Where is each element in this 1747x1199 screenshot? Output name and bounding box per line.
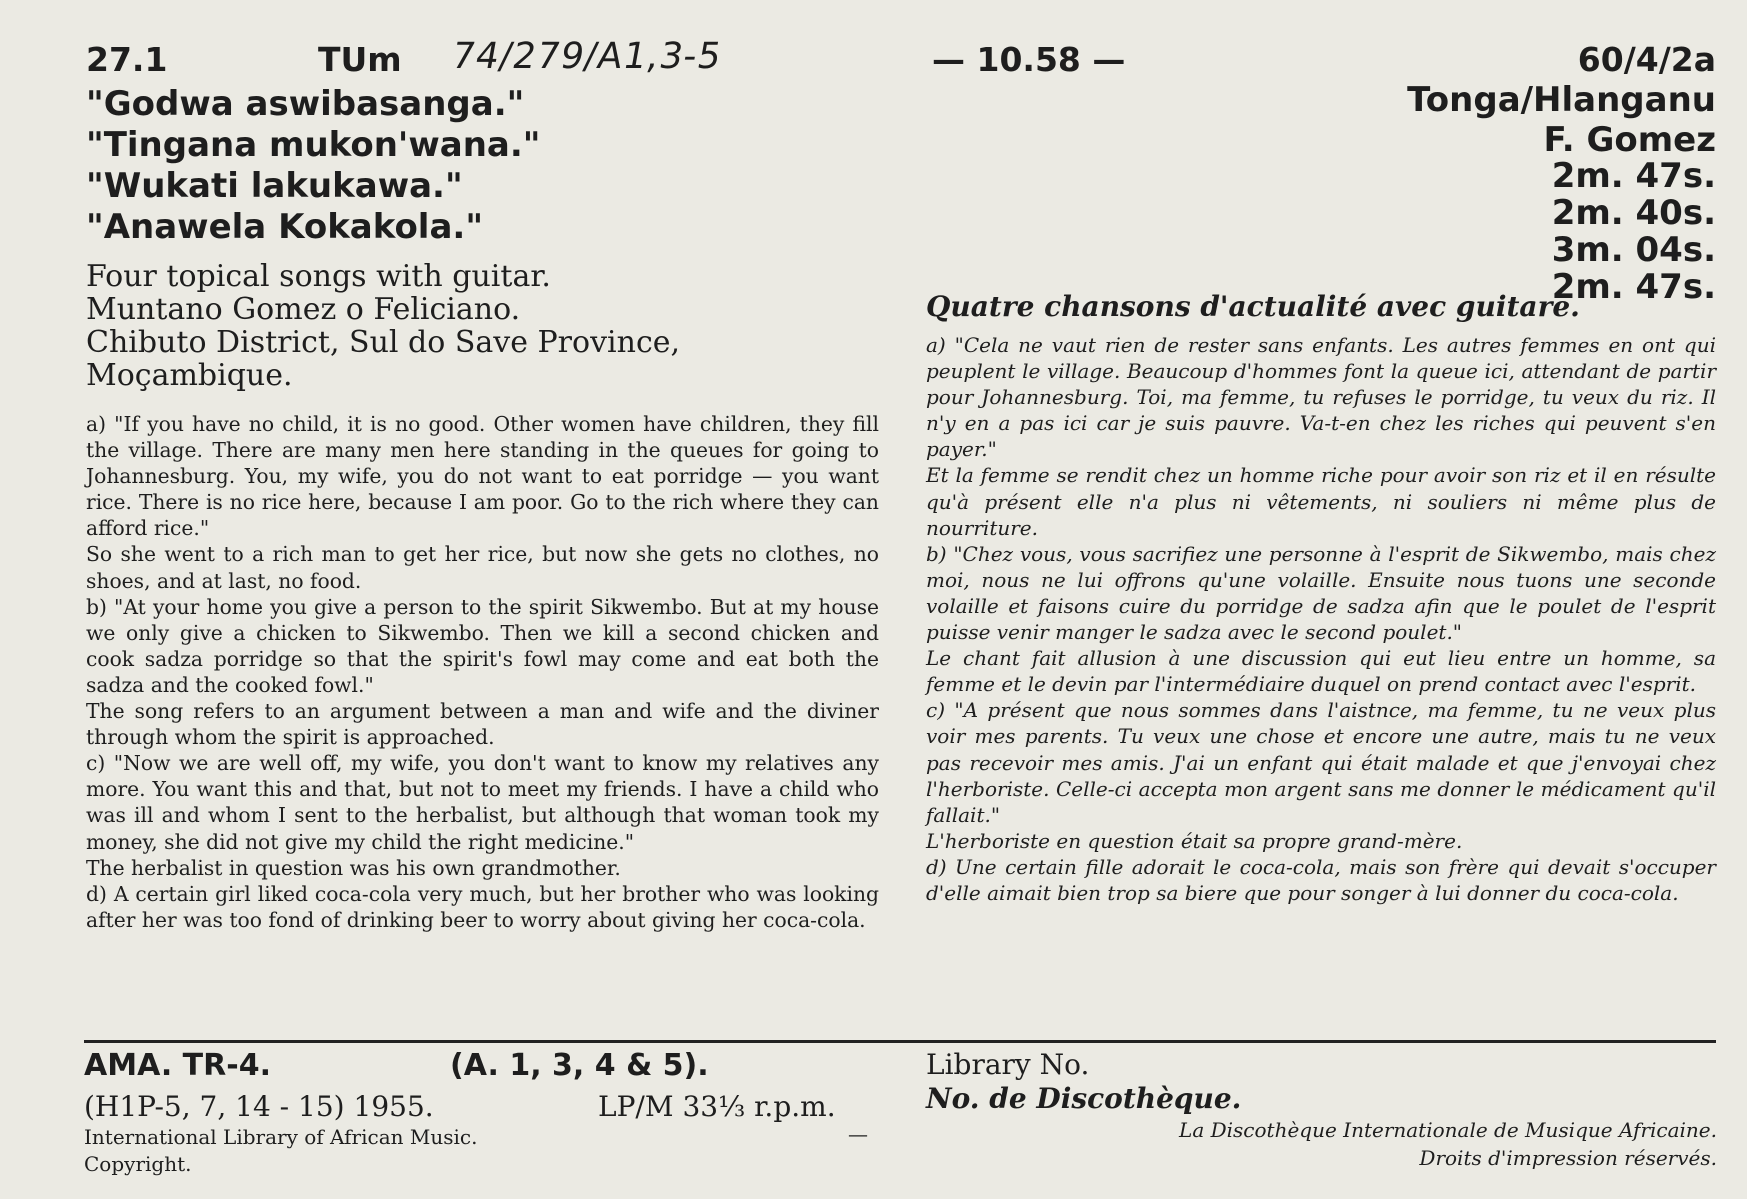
note-paragraph: d) A certain girl liked coca-cola very much, but her brother who was looking after her was too fond of drinking beer to worry about giving her coca-cola.	[86, 881, 879, 932]
note-paragraph: c) "Now we are well off, my wife, you don't want to know my relatives any more. You want this and that, but not to meet my friends. I have a child who was ill and whom I sent to the herbalist, but although that woman took my money, she did not give my child the right medicine."	[86, 751, 879, 854]
note-paragraph: a) "Cela ne vaut rien de rester sans enfants. Les autres femmes en ont qui peuplent le village. Beaucoup d'hommes font la queue ici, attendant de partir pour Johannesburg. Toi, ma femme, tu refuses le porridge, tu veux du riz. Il n'y en a pas ici car je suis pauvre. Va-t-en chez les riches qui peuvent s'en payer."	[926, 333, 1716, 462]
song-title: "Wukati lakukawa."	[86, 166, 463, 206]
note-paragraph: The herbalist in question was his own grandmother.	[86, 855, 621, 880]
series-code: TUm	[318, 40, 402, 79]
duration-code: — 10.58 —	[932, 40, 1126, 79]
dash: —	[848, 1122, 868, 1146]
handwritten-reference: 74/279/A1,3-5	[448, 36, 726, 77]
durations	[1552, 158, 1716, 306]
note-paragraph: Le chant fait allusion à une discussion qui eut lieu entre un homme, sa femme et le devin par l'intermédiaire duquel on prend contact avec l'esprit.	[926, 646, 1716, 697]
notes-fr	[926, 332, 1716, 906]
note-paragraph: a) "If you have no child, it is no good. Other women have children, they fill the village. There are many men here standing in the queues for going to Johannesburg. You, my wife, you do not want to eat porridge — you want rice. There is no rice here, because I am poor. Go to the rich where they can afford rice."	[86, 412, 879, 541]
card-number: 27.1	[86, 40, 168, 79]
duration: 2m. 47s.	[1551, 267, 1716, 307]
record-format: LP/M 33⅓ r.p.m.	[598, 1090, 836, 1123]
song-title: "Anawela Kokakola."	[86, 207, 484, 247]
note-paragraph: b) "Chez vous, vous sacrifiez une personne à l'esprit de Sikwembo, mais chez moi, nous ne lui offrons qu'une volaille. Ensuite nous tuons une seconde volaille et faisons cuire du porridge de sadza afin que le poulet de l'esprit puisse venir manger le sadza avec le second poulet."	[926, 541, 1716, 645]
song-title: "Tingana mukon'wana."	[86, 125, 541, 165]
catalog-reference: 60/4/2a	[1577, 40, 1716, 79]
discotheque-number-label: No. de Discothèque.	[926, 1082, 1242, 1115]
footer-divider	[84, 1040, 1716, 1043]
library-name-fr: La Discothèque Internationale de Musique Africaine.	[1179, 1118, 1717, 1142]
rights-fr: Droits d'impression réservés.	[1419, 1146, 1717, 1170]
note-paragraph: b) "At your home you give a person to the spirit Sikwembo. But at my house we only give a chicken to Sikwembo. Then we kill a second chicken and cook sadza porridge so that the spirit's fowl may come and eat both the sadza and the cooked fowl."	[86, 594, 879, 697]
note-paragraph: So she went to a rich man to get her rice, but now she gets no clothes, no shoes, and at last, no food.	[86, 542, 879, 593]
notes-en	[86, 411, 879, 933]
description-line: Muntano Gomez o Feliciano.	[86, 292, 521, 327]
performer: F. Gomez	[1543, 120, 1716, 160]
language: Tonga/Hlanganu	[1407, 80, 1716, 120]
library-name-en: International Library of African Music.	[84, 1125, 478, 1149]
note-paragraph: L'herboriste en question était sa propre grand-mère.	[926, 828, 1463, 853]
description-line: Four topical songs with guitar.	[86, 259, 551, 294]
matrix-numbers: (H1P-5, 7, 14 - 15) 1955.	[84, 1090, 434, 1123]
description-en	[86, 260, 680, 392]
record-sides: (A. 1, 3, 4 & 5).	[450, 1048, 709, 1083]
note-paragraph: c) "A présent que nous sommes dans l'aistnce, ma femme, tu ne veux plus voir mes parents. Tu veux une chose et encore une autre, mais tu ne veux pas recevoir mes amis. J'ai un enfant qui était malade et que j'envoyai chez l'herboriste. Celle-ci accepta mon argent sans me donner le médicament qu'il fallait."	[926, 698, 1716, 827]
duration: 2m. 47s.	[1551, 156, 1716, 196]
description-line: Chibuto District, Sul do Save Province,	[86, 325, 681, 360]
duration: 2m. 40s.	[1551, 193, 1716, 233]
note-paragraph: The song refers to an argument between a man and wife and the diviner through whom the spirit is approached.	[86, 699, 879, 750]
note-paragraph: d) Une certain fille adorait le coca-cola, mais son frère qui devait s'occuper d'elle aimait bien trop sa biere que pour songer à lui donner du coca-cola.	[926, 854, 1716, 905]
description-fr: Quatre chansons d'actualité avec guitare.	[926, 290, 1580, 323]
library-number-label: Library No.	[926, 1048, 1090, 1081]
note-paragraph: Et la femme se rendit chez un homme riche pour avoir son riz et il en résulte qu'à présent elle n'a plus ni vêtements, ni souliers ni même plus de nourriture.	[926, 463, 1716, 540]
song-titles	[86, 84, 540, 248]
song-title: "Godwa aswibasanga."	[86, 84, 525, 124]
record-number: AMA. TR-4.	[84, 1048, 271, 1083]
description-line: Moçambique.	[86, 358, 293, 393]
duration: 3m. 04s.	[1551, 230, 1716, 270]
copyright: Copyright.	[84, 1152, 192, 1176]
